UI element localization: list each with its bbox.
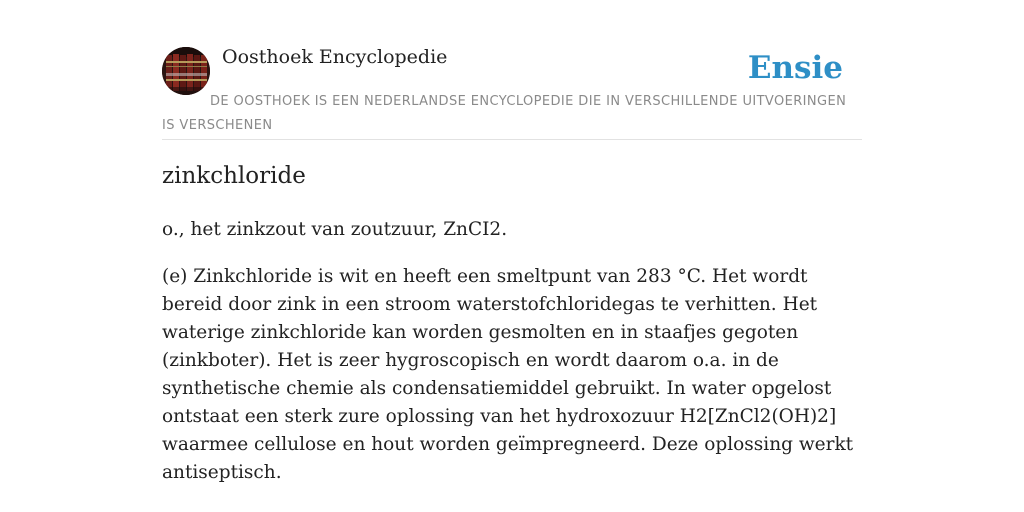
encyclopedia-books-icon[interactable] bbox=[162, 47, 210, 95]
entry-body: (e) Zinkchloride is wit en heeft een smeltpunt van 283 °C. Het wordt bereid door zink in een stroom waterstofchloridegas te verhitten. Het waterige zinkchloride kan worden gesmolten en in staafjes gegoten (zinkboter). Het is zeer hygroscopisch en wordt daarom o.a. in de synthetische chemie als condensatiemiddel gebruikt. In water opgelost ontstaat een sterk zure oplossing van het hydroxozuur H2[ZnCl2(OH)2] waarmee cellulose en hout worden geïmpregneerd. Deze oplossing werkt antiseptisch. bbox=[162, 266, 854, 483]
entry-title: zinkchloride bbox=[162, 163, 306, 189]
brand-logo[interactable]: Ensie bbox=[747, 50, 843, 86]
page bbox=[162, 0, 862, 483]
source-description: DE OOSTHOEK IS EEN NEDERLANDSE ENCYCLOPEDIE DIE IN VERSCHILLENDE UITVOERINGEN IS VERSCHENEN bbox=[162, 94, 847, 133]
source-title[interactable]: Oosthoek Encyclopedie bbox=[222, 46, 448, 68]
entry-definition: o., het zinkzout van zoutzuur, ZnCI2. bbox=[162, 219, 508, 240]
source-header bbox=[162, 0, 862, 140]
